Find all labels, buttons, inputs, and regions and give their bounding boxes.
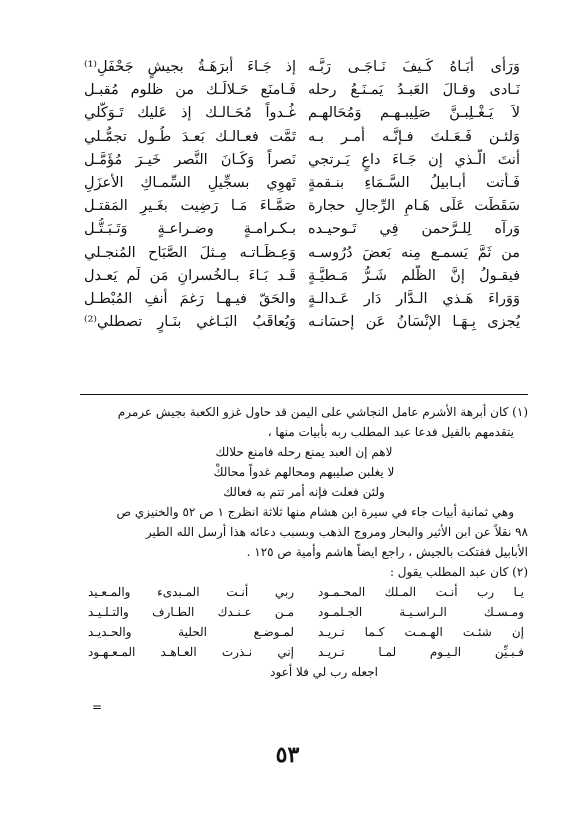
verse-hemistich: يـا رب أنـت المـلك المحـمـود: [318, 585, 524, 599]
footnote-verse: ولئن فعلت فإنه أمر تتم به فعالك: [223, 485, 385, 499]
verse-hemistich: نَصراً وَكَـانَ النَّصر خَيـرَ مُؤَمَّـل: [84, 151, 296, 168]
verse-hemistich: تَمَّت فعـالـك بَعـدَ طُـول تجمُّـلي: [84, 128, 296, 145]
verse-hemistich: لاَ يَـغْـلِبـنَّ صَلِيبـهـم وَمُحَالهـم: [308, 105, 520, 122]
verse-hemistich: فيقـولُ إنَّ الظُّلم شَـرُّ مَـطيَّـةٍ: [308, 267, 520, 284]
footnotes: [80, 402, 528, 682]
verse-hemistich: وَيُعاقَبُ البَـاغي بنَـارٍ تصطلي⁽²⁾: [84, 314, 296, 331]
footnote-verse: لا يغلبن صليبهم ومحالهم غدواً محالكْ: [213, 465, 395, 479]
verse-hemistich: غُـدواً مُحَـالـك إذ عَليك تَـوَكُّلي: [84, 105, 296, 122]
verse-hemistich: إن شئـت الهـمـت كـما تـريـد: [318, 625, 524, 639]
footnote-1-line: ٩٨ نقلاً عن ابن الأثير والبحار ومروج الذهب وبسبب دعائه هذا أرسل الله الطير: [145, 525, 528, 539]
footnote-1-line: الأبابيل ففتكت بالجيش ، راجع ايضاً هاشم وأمية ص ١٢٥ .: [246, 545, 528, 559]
verse-hemistich: يُجزى بِـهَـا الإنْسَانُ عَن إحسَانـه: [308, 314, 520, 331]
footnote-2-last-line: اجعله رب لي فلا أعود: [270, 665, 378, 679]
footnote-verse: لاهم إن العبد يمنع رحله فامنع حلالك: [215, 445, 393, 459]
verse-hemistich: إذ جَـاءَ أبرَهَـةُ بجيشٍ جَحْفَلِ⁽¹⁾: [84, 59, 296, 75]
poem-left-column: [84, 56, 296, 381]
footnote-2-verse: [88, 622, 524, 642]
verse-hemistich: قَـد بَـاءَ بـالخُسرانِ مَن لَم يَعـدل: [84, 267, 296, 284]
footnote-2-verse: [88, 642, 524, 662]
continuation-mark: =: [92, 700, 103, 714]
verse-hemistich: وَوَراءَ هَـذي الـدَّار دَار عَـدالـةٍ: [308, 290, 520, 307]
verse-hemistich: إني نـذرت العـاهـد المـعـهـود: [88, 645, 294, 659]
footnote-2-verse: [88, 602, 524, 622]
poem-body: [84, 56, 520, 381]
verse-hemistich: فَـأتت أبـابيلُ السَّـمَاءِ بنـقمةٍ: [308, 174, 520, 191]
verse-hemistich: وَعِـظَـاتـه مِـثلَ الصَّبَاح المُنجـلي: [84, 244, 296, 261]
verse-hemistich: فـبـيِّن الـيـوم لمـا تـريـد: [318, 645, 524, 659]
verse-hemistich: أنتَ الَّـذي إن جَـاءَ داعٍ يَـرتجي: [308, 151, 520, 168]
verse-hemistich: بـكـرامـةٍ وضـراعـةٍ وَتَـبَـتُّـل: [84, 221, 296, 238]
verse-hemistich: صَمَّـاءَ مَـا رَضِيت بغَـيرِ المَقتـل: [84, 198, 296, 215]
verse-hemistich: ومـسـك الـراسـيـة الجـلمـود: [318, 605, 524, 619]
verse-hemistich: وَرآه لِلـرَّحمن فِي تَـوحيـده: [308, 221, 520, 238]
page-number: ٥٣: [275, 742, 300, 768]
verse-hemistich: لمـوضـع الحلية والحـديـد: [88, 625, 294, 639]
verse-hemistich: تَهوِي بسجِّيلِ السِّمـاكِ الأعزَلِ: [84, 174, 296, 191]
footnote-divider: [80, 394, 528, 395]
verse-hemistich: فَـامنَع حَـلالَـك من ظلوم مُقبـل: [84, 82, 296, 99]
verse-hemistich: مـن عـنـدك الطـارف والتـلـيـد: [88, 605, 294, 619]
verse-hemistich: وَلئـن فَـعَـلتَ فـإنَّـه أمـر بـه: [308, 128, 520, 145]
verse-hemistich: من ثَمَّ يَسمـع مِنه بَعضَ دُرُوسـه: [308, 244, 520, 261]
verse-hemistich: ربي أنـت المـبدىء والمـعـيد: [88, 585, 294, 599]
verse-hemistich: نَـادى وقـالَ العَبـدُ يَمـنَـعُ رحله: [308, 82, 520, 99]
verse-hemistich: وَرَأى أبَـاهُ كَـيفَ نَـاجَـى رَبَّـه: [308, 59, 520, 75]
poem-right-column: [308, 56, 520, 381]
footnote-1-line: يتقدمهم بالفيل فدعا عبد المطلب ربه بأبيات منها ،: [267, 425, 514, 439]
verse-hemistich: والحَقّ فيـهـا رَغمَ أنفِ المُبْطـل: [84, 290, 296, 307]
footnote-1-line: وهي ثمانية أبيات جاء في سيرة ابن هشام منها ثلاثة انظرج ١ ص ٥٢ والخنيزي ص: [116, 505, 514, 519]
footnote-2-verse: [88, 582, 524, 602]
verse-hemistich: سَقَطَت عَلَى هَـامِ الرِّجالِ حجارة: [308, 198, 520, 215]
footnote-1-line: (١) كان أبرهة الأشرم عامل النجاشي على اليمن قد حاول غزو الكعبة بجيش عرمرم: [117, 405, 528, 419]
footnote-2-title: (٢) كان عبد المطلب يقول :: [389, 565, 528, 579]
